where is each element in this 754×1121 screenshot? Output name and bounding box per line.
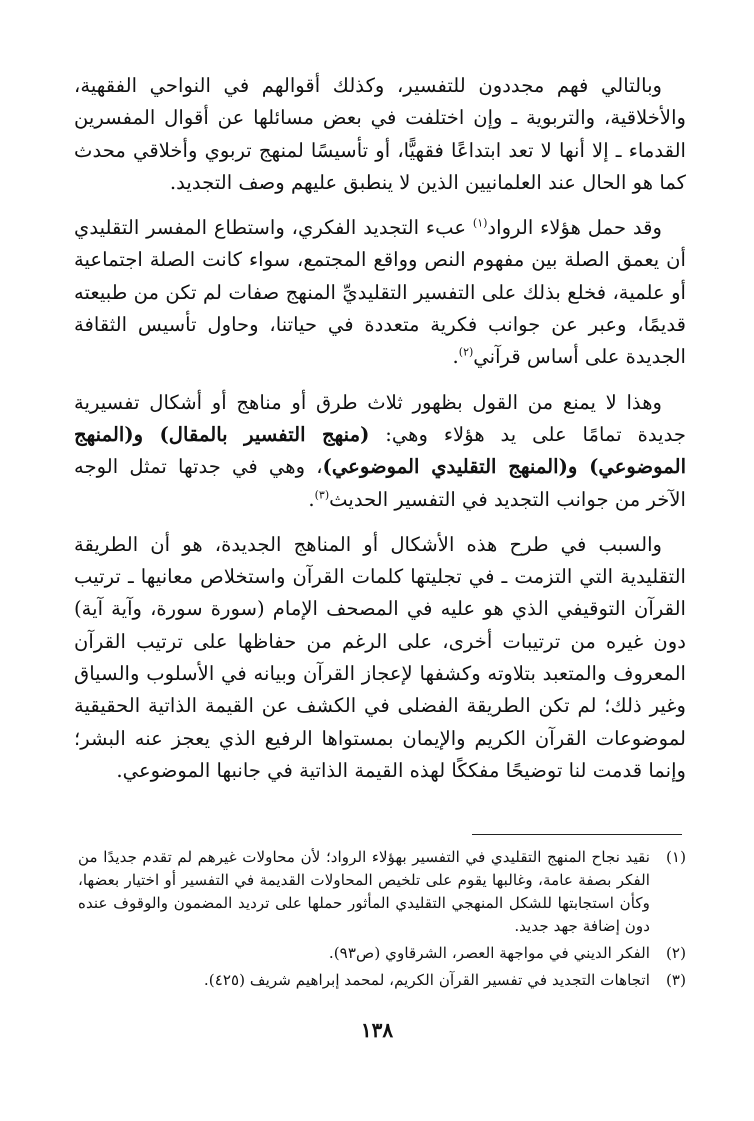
- footnote-number: (١): [665, 848, 686, 866]
- conjunction-1: و: [133, 422, 160, 446]
- footnote-text: اتجاهات التجديد في تفسير القرآن الكريم، لمحمد إبراهيم شريف (٤٢٥).: [203, 971, 650, 989]
- paragraph-4: [74, 529, 686, 787]
- paragraph-3-text-c: ، وهي في جدتها تمثل الوجه الآخر من جوانب التجديد في التفسير الحديث: [74, 455, 686, 511]
- method-thematic: (المنهج الموضوعي): [74, 422, 687, 479]
- paragraph-2-text-c: .: [452, 345, 459, 369]
- method-traditional-thematic: (المنهج التقليدي الموضوعي): [322, 455, 568, 479]
- footnote-3: [78, 969, 686, 992]
- footnote-1: [78, 846, 686, 938]
- paragraph-1-text: وبالتالي فهم مجددون للتفسير، وكذلك أقوالهم في النواحي الفقهية، والأخلاقية، والتربوية ـ وإن اختلفت في بعض مسائلها عن أقوال المفسرين القدماء ـ إلا أنها لا تعد ابتداعًا فقهيًّا، أو تأسيسًا لمنهج تربوي وأخلاقي محدث كما هو الحال عند العلمانيين الذين لا ينطبق عليهم وصف التجديد.: [74, 74, 686, 194]
- page-number: ١٣٨: [360, 1018, 394, 1042]
- paragraph-2: [74, 212, 686, 373]
- footnote-2: [78, 942, 686, 965]
- footnote-number: (٣): [665, 971, 686, 989]
- paragraph-3: [74, 387, 686, 516]
- footnote-ref-3[interactable]: (٣): [314, 488, 330, 502]
- footnote-divider: [472, 834, 682, 835]
- conjunction-2: و: [567, 455, 590, 479]
- footnote-text: الفكر الديني في مواجهة العصر، الشرقاوي (ص٩٣).: [328, 944, 650, 962]
- footnote-number: (٢): [665, 944, 686, 962]
- paragraph-2-text-b: عبء التجديد الفكري، واستطاع المفسر التقليدي أن يعمق الصلة بين مفهوم النص وواقع المجتمع، سواء كانت الصلة اجتماعية أو علمية، فخلع بذلك على التفسير التقليديِّ المنهج صفات لم تكن من طبيعته قديمًا، وعبر عن جوانب فكرية متعددة في حياتنا، وحاول تأسيس الثقافة الجديدة على أساس قرآني: [74, 216, 686, 369]
- footnote-text: نقيد نجاح المنهج التقليدي في التفسير بهؤلاء الرواد؛ لأن محاولات غيرهم لم تقدم جديدًا من الفكر بصفة عامة، وغالبها يقوم على تلخيص المحاولات القديمة في التفسير أو اختيار بعضها، وكأن استجابتها للشكل المنهجي التقليدي المأثور حملها على ترديد المضمون والوقوف عنده دون إضافة جهد جديد.: [78, 848, 650, 935]
- paragraph-3-text-d: .: [308, 487, 315, 511]
- footnote-ref-2[interactable]: (٢): [458, 345, 474, 359]
- paragraph-2-text-a: وقد حمل هؤلاء الرواد: [487, 216, 662, 240]
- paragraph-1: [74, 70, 686, 199]
- main-text: [74, 70, 686, 800]
- footnotes: [78, 846, 686, 996]
- paragraph-3-text-a: وهذا لا يمنع من القول بظهور ثلاث طرق أو مناهج أو أشكال تفسيرية جديدة تمامًا على يد هؤلاء وهي:: [74, 390, 686, 446]
- method-essay-interpretation: (منهج التفسير بالمقال): [159, 422, 370, 446]
- footnote-ref-1[interactable]: (١): [472, 216, 488, 230]
- paragraph-4-text: والسبب في طرح هذه الأشكال أو المناهج الجديدة، هو أن الطريقة التقليدية التي التزمت ـ في تجليتها كلمات القرآن واستخلاص معانيها ـ ترتيب القرآن التوقيفي الذي هو عليه في المصحف الإمام (سورة سورة، وآية آية) دون غيره من ترتيبات أخرى، على الرغم من حفاظها على ترتيب القرآن المعروف والمتعبد بتلاوته وكشفها لإعجاز القرآن وبيانه في الأسلوب والسياق وغير ذلك؛ لم تكن الطريقة الفضلى في الكشف عن القيمة الذاتية الحقيقية لموضوعات القرآن الكريم والإيمان بمستواها الرفيع الذي يعجز عنه البشر؛ وإنما قدمت لنا توضيحًا مفككًا لهذه القيمة الذاتية في جانبها الموضوعي.: [74, 532, 686, 782]
